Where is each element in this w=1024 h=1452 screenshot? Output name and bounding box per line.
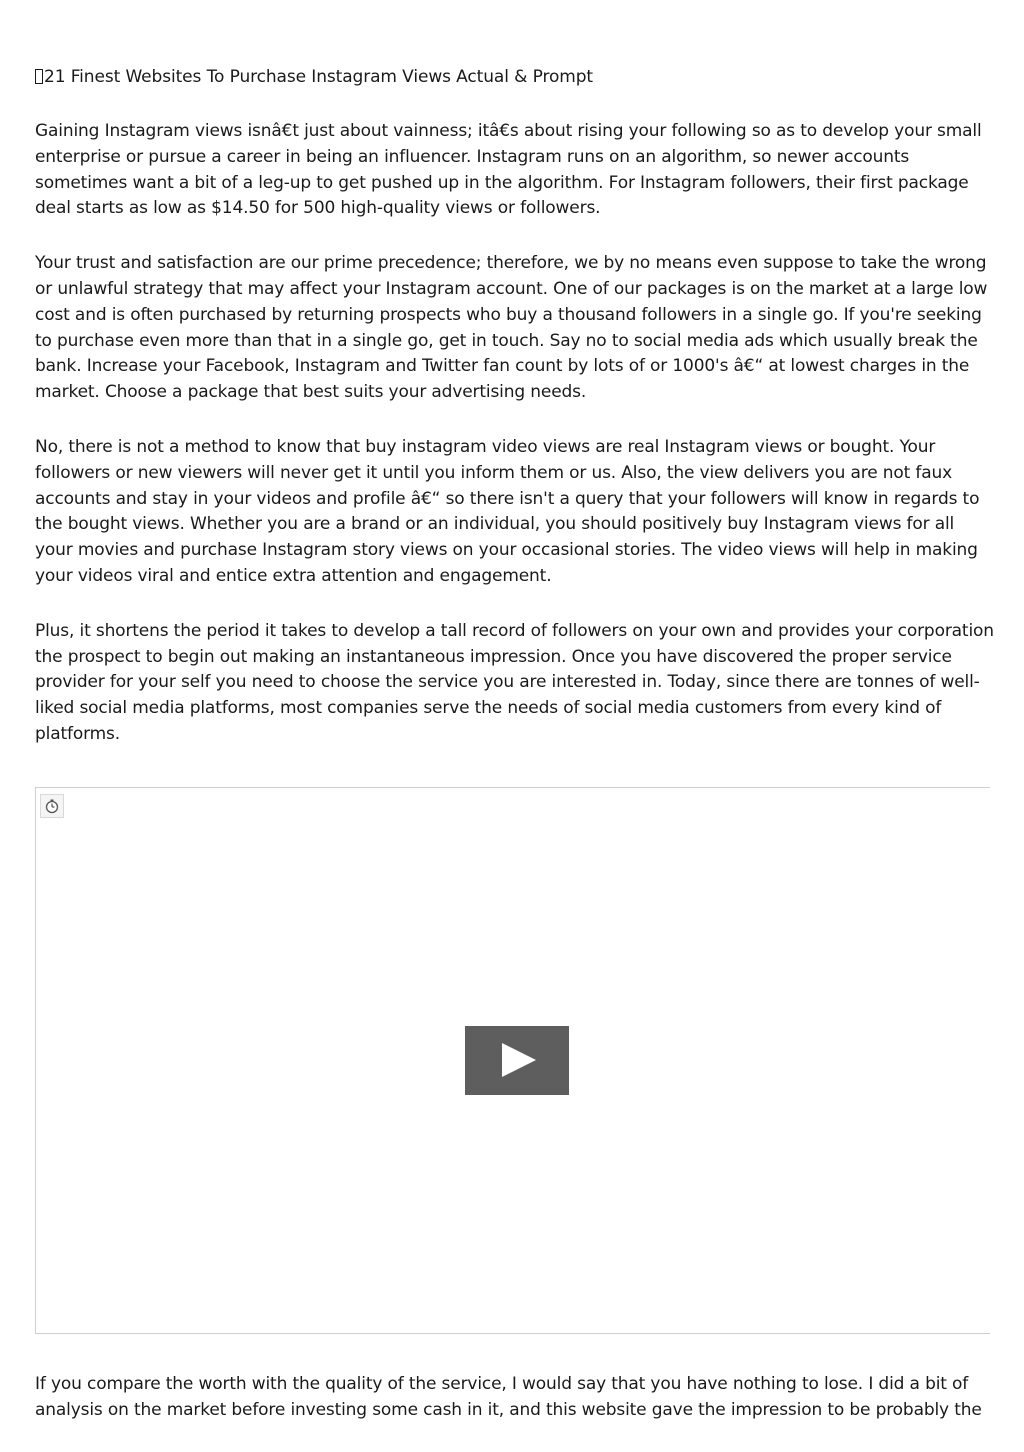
play-icon (502, 1043, 536, 1077)
paragraph-3: No, there is not a method to know that buy instagram video views are real Instagram views or bought. Your followers or new viewers will never get it until you inform them or us. Also, the view delivers you are not faux accounts and stay in your videos and profile â€“ so there isn't a query that your followers will know in regards to the bought views. Whether you are a brand or an individual, you should positively buy Instagram views for all your movies and purchase Instagram story views on your occasional stories. The video views will help in making your videos viral and entice extra attention and engagement. (35, 436, 980, 586)
missing-glyph-icon (35, 69, 43, 84)
clock-icon (40, 794, 64, 818)
paragraph-1: Gaining Instagram views isnâ€t just about vainness; itâ€s about rising your following so as to develop your small enterprise or pursue a career in being an influencer. Instagram runs on an algorithm, so newer accounts sometimes want a bit of a leg-up to get pushed up in the algorithm. For Instagram followers, their first package deal starts as low as $14.50 for 500 high-quality views or followers. (35, 121, 982, 219)
paragraph-5: If you compare the worth with the quality of the service, I would say that you have nothing to lose. I did a bit of analysis on the market before investing some cash in it, and this website gave the impression to be probably the (35, 1373, 982, 1420)
paragraph-2: Your trust and satisfaction are our prime precedence; therefore, we by no means even suppose to take the wrong or unlawful strategy that may affect your Instagram account. One of our packages is on the market at a large low cost and is often purchased by returning prospects who buy a thousand followers in a single go. If you're seeking to purchase even more than that in a single go, get in touch. Say no to social media ads which usually break the bank. Increase your Facebook, Instagram and Twitter fan count by lots of or 1000's â€“ at lowest charges in the market. Choose a package that best suits your advertising needs. (35, 253, 988, 403)
video-embed[interactable] (35, 787, 990, 1334)
clock-icon-svg (44, 798, 60, 814)
article (35, 64, 995, 1452)
play-button[interactable] (465, 1026, 569, 1095)
paragraph-4: Plus, it shortens the period it takes to develop a tall record of followers on your own and provides your corporation the prospect to begin out making an instantaneous impression. Once you have discovered the proper service provider for your self you need to choose the service you are interested in. Today, since there are tonnes of well-liked social media platforms, most companies serve the needs of social media customers from every kind of platforms. (35, 620, 994, 744)
article-title: 21 Finest Websites To Purchase Instagram Views Actual & Prompt (35, 64, 995, 90)
